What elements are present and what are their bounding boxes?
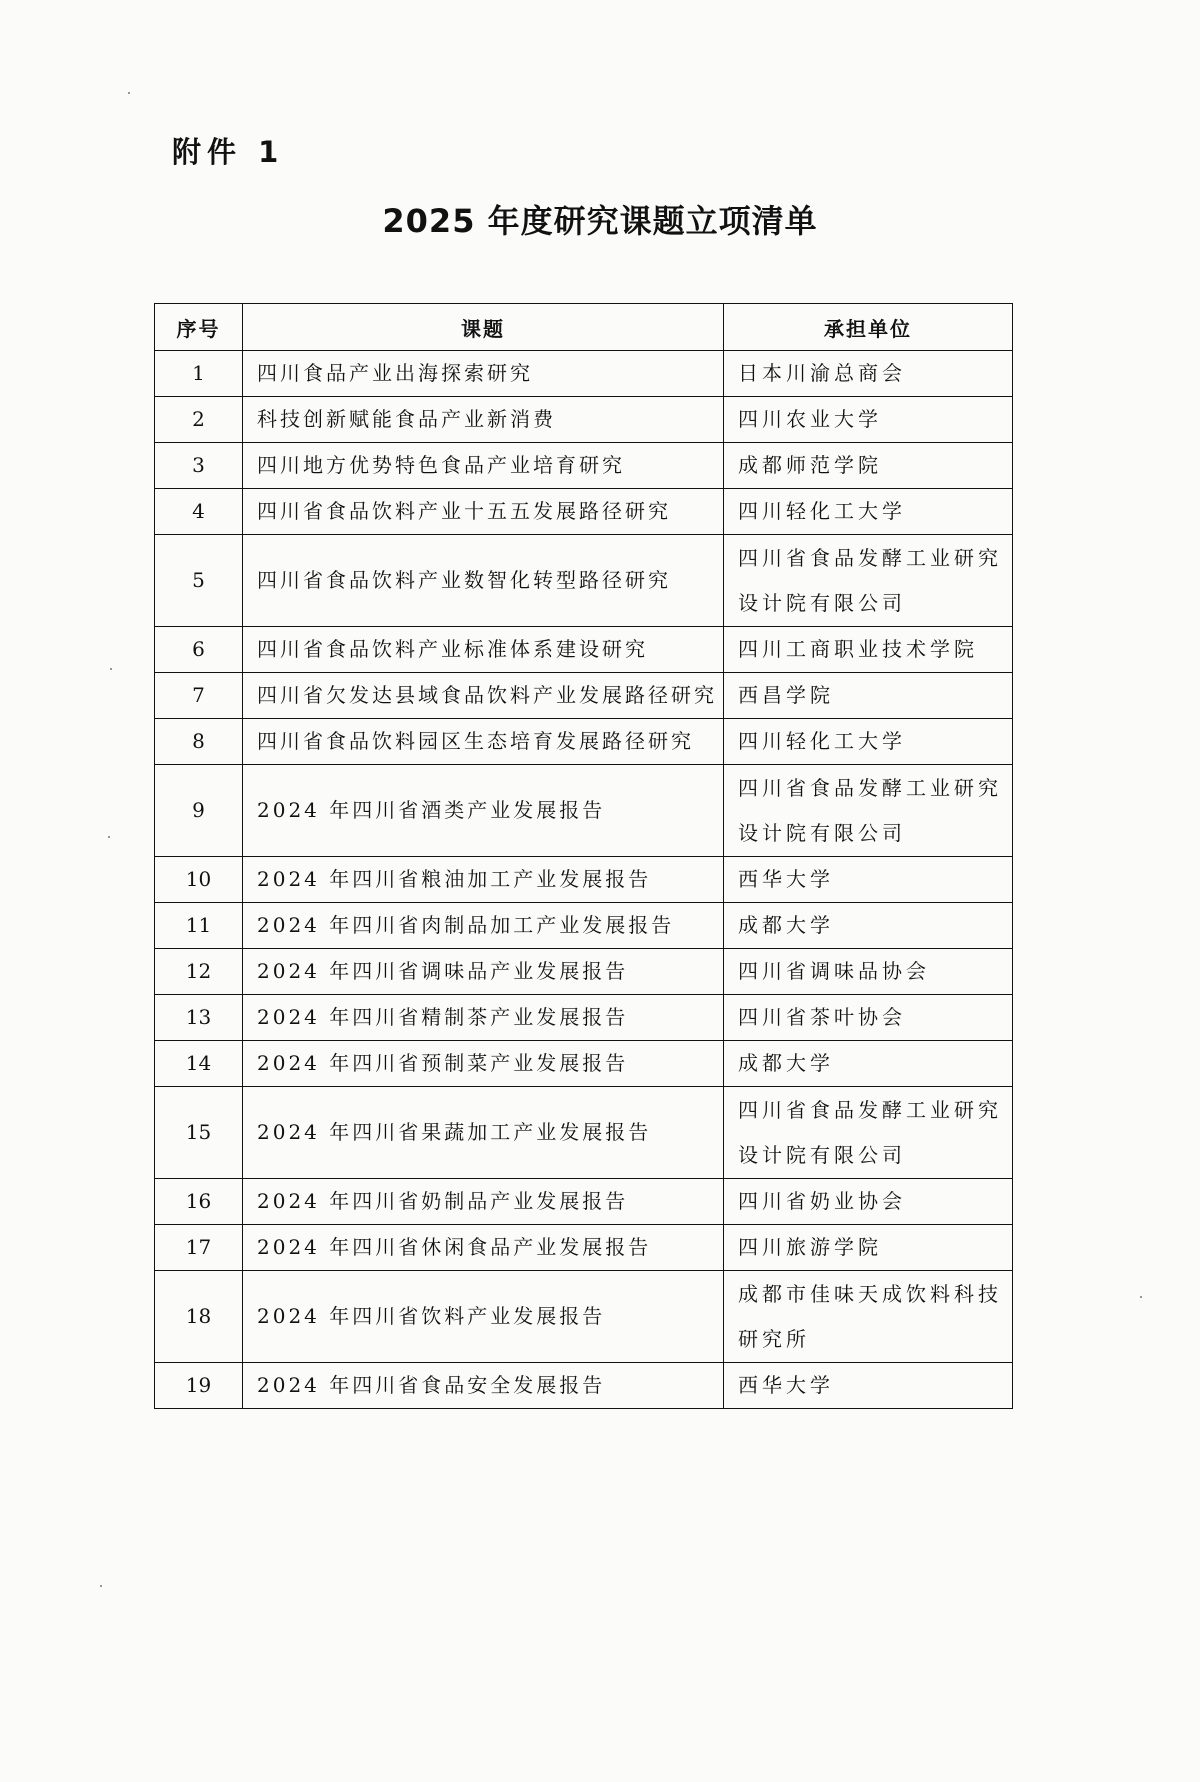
row-topic: 2024 年四川省休闲食品产业发展报告 [243, 1225, 724, 1271]
row-index: 12 [155, 949, 243, 995]
row-topic: 2024 年四川省果蔬加工产业发展报告 [243, 1087, 724, 1179]
row-topic: 2024 年四川省酒类产业发展报告 [243, 765, 724, 857]
row-topic: 2024 年四川省食品安全发展报告 [243, 1363, 724, 1409]
table-row [155, 1179, 1013, 1225]
row-topic: 四川省欠发达县域食品饮料产业发展路径研究 [243, 673, 724, 719]
scan-speck [1140, 1296, 1142, 1298]
header-unit: 承担单位 [724, 304, 1013, 351]
table-row [155, 443, 1013, 489]
document-title: 2025 年度研究课题立项清单 [382, 202, 818, 240]
row-unit: 西华大学 [724, 1363, 1013, 1409]
row-unit: 成都市佳味天成饮料科技研究所 [724, 1271, 1013, 1363]
row-index: 17 [155, 1225, 243, 1271]
scan-speck [128, 92, 130, 94]
table-row [155, 351, 1013, 397]
row-index: 18 [155, 1271, 243, 1363]
table-row [155, 397, 1013, 443]
row-topic: 2024 年四川省精制茶产业发展报告 [243, 995, 724, 1041]
table-row [155, 903, 1013, 949]
row-unit: 成都大学 [724, 903, 1013, 949]
row-unit: 日本川渝总商会 [724, 351, 1013, 397]
row-unit: 西华大学 [724, 857, 1013, 903]
header-index: 序号 [155, 304, 243, 351]
table-row [155, 765, 1013, 857]
row-topic: 四川省食品饮料园区生态培育发展路径研究 [243, 719, 724, 765]
row-unit: 成都师范学院 [724, 443, 1013, 489]
row-topic: 四川省食品饮料产业十五五发展路径研究 [243, 489, 724, 535]
row-index: 10 [155, 857, 243, 903]
row-unit: 四川省奶业协会 [724, 1179, 1013, 1225]
row-topic: 四川地方优势特色食品产业培育研究 [243, 443, 724, 489]
row-index: 19 [155, 1363, 243, 1409]
row-index: 11 [155, 903, 243, 949]
table-row [155, 949, 1013, 995]
row-unit: 四川省食品发酵工业研究设计院有限公司 [724, 535, 1013, 627]
row-index: 15 [155, 1087, 243, 1179]
row-index: 3 [155, 443, 243, 489]
scan-speck [108, 836, 110, 838]
row-topic: 2024 年四川省奶制品产业发展报告 [243, 1179, 724, 1225]
row-index: 8 [155, 719, 243, 765]
header-topic: 课题 [243, 304, 724, 351]
row-topic: 四川省食品饮料产业标准体系建设研究 [243, 627, 724, 673]
table-row [155, 627, 1013, 673]
row-topic: 2024 年四川省肉制品加工产业发展报告 [243, 903, 724, 949]
project-list-table [154, 303, 1013, 1409]
row-unit: 四川工商职业技术学院 [724, 627, 1013, 673]
table-row [155, 1363, 1013, 1409]
row-index: 9 [155, 765, 243, 857]
table-row [155, 489, 1013, 535]
row-unit: 四川省食品发酵工业研究设计院有限公司 [724, 1087, 1013, 1179]
table-row [155, 673, 1013, 719]
scan-speck [110, 668, 112, 670]
table-row [155, 857, 1013, 903]
row-topic: 2024 年四川省调味品产业发展报告 [243, 949, 724, 995]
table-row [155, 1225, 1013, 1271]
row-topic: 2024 年四川省饮料产业发展报告 [243, 1271, 724, 1363]
scan-speck [100, 1585, 102, 1587]
row-unit: 四川旅游学院 [724, 1225, 1013, 1271]
table-row [155, 535, 1013, 627]
row-index: 14 [155, 1041, 243, 1087]
row-topic: 2024 年四川省粮油加工产业发展报告 [243, 857, 724, 903]
row-unit: 四川轻化工大学 [724, 719, 1013, 765]
table-row [155, 719, 1013, 765]
row-topic: 四川省食品饮料产业数智化转型路径研究 [243, 535, 724, 627]
row-unit: 四川省茶叶协会 [724, 995, 1013, 1041]
table-row [155, 1041, 1013, 1087]
row-topic: 2024 年四川省预制菜产业发展报告 [243, 1041, 724, 1087]
row-index: 5 [155, 535, 243, 627]
row-topic: 四川食品产业出海探索研究 [243, 351, 724, 397]
row-index: 2 [155, 397, 243, 443]
row-index: 4 [155, 489, 243, 535]
row-index: 6 [155, 627, 243, 673]
row-index: 16 [155, 1179, 243, 1225]
table-row [155, 1087, 1013, 1179]
attachment-label: 附件 1 [172, 135, 285, 169]
table-row [155, 995, 1013, 1041]
table-row [155, 1271, 1013, 1363]
row-unit: 四川省调味品协会 [724, 949, 1013, 995]
row-index: 1 [155, 351, 243, 397]
row-unit: 四川轻化工大学 [724, 489, 1013, 535]
row-unit: 四川农业大学 [724, 397, 1013, 443]
row-unit: 四川省食品发酵工业研究设计院有限公司 [724, 765, 1013, 857]
row-index: 7 [155, 673, 243, 719]
row-unit: 西昌学院 [724, 673, 1013, 719]
row-index: 13 [155, 995, 243, 1041]
row-topic: 科技创新赋能食品产业新消费 [243, 397, 724, 443]
table-header-row [155, 304, 1013, 351]
row-unit: 成都大学 [724, 1041, 1013, 1087]
